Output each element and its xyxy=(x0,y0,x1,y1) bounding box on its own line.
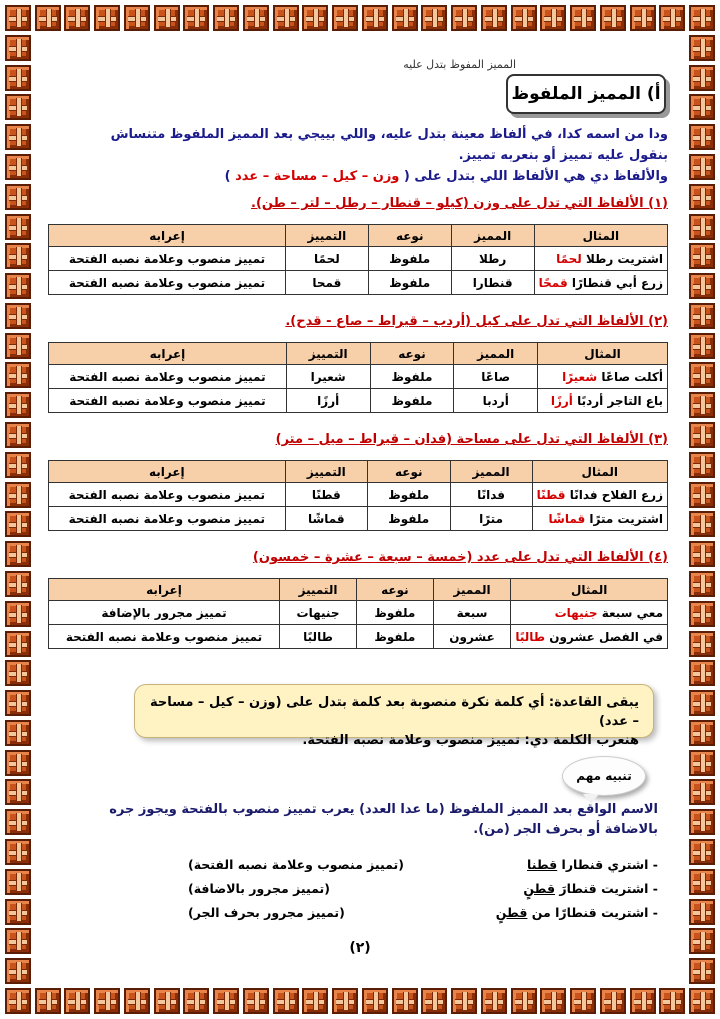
crate-icon xyxy=(124,5,150,31)
crate-icon xyxy=(5,94,31,120)
crate-icon xyxy=(5,660,31,686)
type-cell: ملفوظ xyxy=(357,625,434,649)
example-text: في الفصل عشرون xyxy=(545,629,663,644)
crate-icon xyxy=(689,720,715,746)
column-header: المثال xyxy=(538,343,668,365)
crate-icon xyxy=(689,839,715,865)
tamyeez-cell: شعيرا xyxy=(286,365,370,389)
section-table xyxy=(48,460,668,531)
column-header: التمييز xyxy=(286,225,369,247)
crate-icon xyxy=(689,601,715,627)
example-tamyeez-highlight: لحمًا xyxy=(556,251,582,266)
note-line-1: الاسم الواقع بعد المميز الملفوظ (ما عدا العدد) يعرب تمييز منصوب بالفتحة ويجوز جره xyxy=(109,802,658,817)
crate-icon xyxy=(481,988,507,1014)
crate-icon xyxy=(5,928,31,954)
type-cell: ملفوظ xyxy=(367,483,450,507)
crate-icon xyxy=(689,452,715,478)
type-cell: ملفوظ xyxy=(367,507,450,531)
example-sentence xyxy=(496,905,658,920)
column-header: نوعه xyxy=(368,225,451,247)
note-bubble: تنبيه مهم xyxy=(562,756,646,796)
intro-line-3 xyxy=(68,166,668,187)
example-text: اشتريت رطلا xyxy=(581,251,663,266)
crate-icon xyxy=(5,601,31,627)
type-cell: ملفوظ xyxy=(368,271,451,295)
crate-icon xyxy=(302,988,328,1014)
crate-icon xyxy=(689,214,715,240)
crate-icon xyxy=(5,750,31,776)
crate-icon xyxy=(689,243,715,269)
example-sentence xyxy=(527,857,658,872)
type-cell: ملفوظ xyxy=(370,365,454,389)
crate-icon xyxy=(511,988,537,1014)
intro-line-3-highlight: وزن – كيل – مساحة – عدد xyxy=(230,169,404,184)
rule-line-2: هنعرب الكلمة دي: تمييز منصوب وعلامة نصبه الفتحة. xyxy=(302,733,639,748)
crate-icon xyxy=(5,303,31,329)
crate-icon xyxy=(154,988,180,1014)
page-title: أ) المميز الملفوظ xyxy=(506,74,666,114)
crate-icon xyxy=(659,5,685,31)
tamyeez-cell: أرزًا xyxy=(286,389,370,413)
example-prefix: - اشتري قنطارا xyxy=(557,856,658,872)
example-cell xyxy=(538,365,668,389)
table-header-row xyxy=(49,343,668,365)
crate-icon xyxy=(600,988,626,1014)
column-header: المثال xyxy=(532,461,667,483)
example-cell xyxy=(532,507,667,531)
section-title: (٢) الألفاظ التي تدل على كيل (أردب – قيراط – صاع - قدح). xyxy=(285,314,668,329)
crate-icon xyxy=(689,809,715,835)
example-cell xyxy=(532,483,667,507)
section-table xyxy=(48,342,668,413)
tamyeez-cell: قمحا xyxy=(286,271,369,295)
crate-icon xyxy=(392,5,418,31)
table-row xyxy=(49,389,668,413)
column-header: المميز xyxy=(450,461,532,483)
crate-icon xyxy=(64,988,90,1014)
example-word: قطنٍ xyxy=(495,904,528,920)
column-header: إعرابه xyxy=(49,461,286,483)
crate-icon xyxy=(64,5,90,31)
table-row xyxy=(49,247,668,271)
crate-icon xyxy=(689,273,715,299)
irab-cell: تمييز منصوب وعلامة نصبه الفتحة xyxy=(49,625,280,649)
crate-icon xyxy=(689,154,715,180)
section-title: (١) الألفاظ التي تدل على وزن (كيلو – قنطار – رطل – لتر – طن). xyxy=(251,196,668,211)
column-header: المميز xyxy=(433,579,511,601)
column-header: التمييز xyxy=(286,343,370,365)
column-header: إعرابه xyxy=(49,225,286,247)
table-row xyxy=(49,271,668,295)
crate-icon xyxy=(5,452,31,478)
crate-icon xyxy=(421,988,447,1014)
crate-icon xyxy=(451,988,477,1014)
crate-icon xyxy=(5,899,31,925)
crate-icon xyxy=(689,5,715,31)
table-header-row xyxy=(49,225,668,247)
crate-icon xyxy=(689,422,715,448)
table-row xyxy=(49,507,668,531)
example-text: اشتريت مترًا xyxy=(585,511,663,526)
crate-icon xyxy=(213,5,239,31)
irab-cell: تمييز منصوب وعلامة نصبه الفتحة xyxy=(49,483,286,507)
column-header: نوعه xyxy=(370,343,454,365)
table-row xyxy=(49,483,668,507)
note-line-2: بالاضافة أو بحرف الجر (من). xyxy=(473,822,658,837)
crate-icon xyxy=(689,869,715,895)
example-row xyxy=(188,876,658,900)
example-text: أكلت صاعًا xyxy=(597,369,663,384)
example-prefix: - اشتريت قنطارَ xyxy=(555,880,658,896)
crate-icon xyxy=(5,124,31,150)
example-cell xyxy=(538,389,668,413)
example-tamyeez-highlight: شعيرًا xyxy=(562,369,598,384)
example-prefix: - اشتريت قنطارًا من xyxy=(527,904,658,920)
crate-icon xyxy=(5,541,31,567)
crate-icon xyxy=(689,541,715,567)
crate-icon xyxy=(5,333,31,359)
table-row xyxy=(49,365,668,389)
crate-icon xyxy=(689,631,715,657)
table-row xyxy=(49,601,668,625)
crate-icon xyxy=(540,5,566,31)
example-tamyeez-highlight: أرزًا xyxy=(550,393,573,408)
rule-line-1: يبقى القاعدة: أي كلمة نكرة منصوبة بعد كلمة بتدل على (وزن – كيل – مساحة – عدد) xyxy=(149,695,639,729)
mumayyaz-cell: فدانًا xyxy=(450,483,532,507)
mumayyaz-cell: رطلا xyxy=(451,247,534,271)
type-cell: ملفوظ xyxy=(357,601,434,625)
crate-icon xyxy=(183,988,209,1014)
rule-box xyxy=(134,684,654,748)
example-cell xyxy=(534,247,667,271)
example-row xyxy=(188,852,658,876)
example-cell xyxy=(511,625,668,649)
crate-icon xyxy=(243,988,269,1014)
example-description: (تمييز مجرور بحرف الجر) xyxy=(188,904,345,920)
crate-icon xyxy=(94,5,120,31)
tamyeez-cell: قطنًا xyxy=(285,483,367,507)
column-header: التمييز xyxy=(279,579,356,601)
intro-line-1: ودا من اسمه كدا، في ألفاظ معينة بتدل عليه، واللي بييجي بعد المميز الملفوظ متنساش xyxy=(110,127,668,142)
tamyeez-cell: قماشًا xyxy=(285,507,367,531)
crate-icon xyxy=(5,482,31,508)
crate-icon xyxy=(689,899,715,925)
page-number: (٢) xyxy=(349,940,371,956)
header-cut-text: المميز المفوظ بتدل عليه xyxy=(403,58,516,71)
crate-icon xyxy=(183,5,209,31)
page-content xyxy=(44,44,676,975)
crate-icon xyxy=(689,94,715,120)
column-header: إعرابه xyxy=(49,343,287,365)
section-table xyxy=(48,224,668,295)
example-word: قطنا xyxy=(527,856,558,872)
crate-icon xyxy=(689,65,715,91)
crate-icon xyxy=(332,5,358,31)
crate-icon xyxy=(689,750,715,776)
crate-icon xyxy=(630,988,656,1014)
irab-cell: تمييز منصوب وعلامة نصبه الفتحة xyxy=(49,365,287,389)
crate-icon xyxy=(5,273,31,299)
crate-icon xyxy=(5,571,31,597)
crate-icon xyxy=(689,779,715,805)
crate-icon xyxy=(5,154,31,180)
crate-icon xyxy=(451,5,477,31)
crate-icon xyxy=(362,988,388,1014)
crate-icon xyxy=(689,35,715,61)
section-table xyxy=(48,578,668,649)
intro-paragraph xyxy=(68,124,668,187)
irab-cell: تمييز منصوب وعلامة نصبه الفتحة xyxy=(49,247,286,271)
crate-icon xyxy=(5,869,31,895)
crate-icon xyxy=(689,660,715,686)
crate-icon xyxy=(5,690,31,716)
crate-icon xyxy=(421,5,447,31)
example-text: زرع الفلاح فدانًا xyxy=(565,487,663,502)
example-tamyeez-highlight: قمحًا xyxy=(538,275,568,290)
crate-icon xyxy=(689,333,715,359)
crate-icon xyxy=(570,5,596,31)
crate-icon xyxy=(332,988,358,1014)
section-title: (٤) الألفاظ التي تدل على عدد (خمسة – سبعة – عشرة – خمسون) xyxy=(252,550,668,565)
crate-icon xyxy=(689,511,715,537)
crate-icon xyxy=(5,65,31,91)
column-header: نوعه xyxy=(357,579,434,601)
example-text: زرع أبي قنطارًا xyxy=(567,275,663,290)
crate-icon xyxy=(689,482,715,508)
example-cell xyxy=(534,271,667,295)
crate-icon xyxy=(540,988,566,1014)
table-header-row xyxy=(49,579,668,601)
mumayyaz-cell: مترًا xyxy=(450,507,532,531)
column-header: نوعه xyxy=(367,461,450,483)
table-header-row xyxy=(49,461,668,483)
crate-icon xyxy=(5,35,31,61)
tamyeez-cell: طالبًا xyxy=(279,625,356,649)
crate-icon xyxy=(273,5,299,31)
irab-cell: تمييز مجرور بالإضافة xyxy=(49,601,280,625)
tamyeez-cell: لحمًا xyxy=(286,247,369,271)
crate-icon xyxy=(302,5,328,31)
irab-cell: تمييز منصوب وعلامة نصبه الفتحة xyxy=(49,389,287,413)
crate-icon xyxy=(600,5,626,31)
intro-line-2: بنقول عليه تمييز أو بنعربه تمييز. xyxy=(458,148,668,163)
crate-icon xyxy=(689,690,715,716)
crate-icon xyxy=(5,362,31,388)
crate-icon xyxy=(5,511,31,537)
examples-list xyxy=(188,852,658,924)
table-row xyxy=(49,625,668,649)
crate-icon xyxy=(689,958,715,984)
crate-icon xyxy=(243,5,269,31)
crate-icon xyxy=(5,5,31,31)
crate-icon xyxy=(689,392,715,418)
crate-icon xyxy=(689,988,715,1014)
type-cell: ملفوظ xyxy=(370,389,454,413)
example-description: (تمييز منصوب وعلامة نصبه الفتحة) xyxy=(188,856,404,872)
mumayyaz-cell: أردبا xyxy=(454,389,538,413)
column-header: المثال xyxy=(511,579,668,601)
crate-icon xyxy=(5,422,31,448)
crate-icon xyxy=(511,5,537,31)
crate-icon xyxy=(5,631,31,657)
column-header: التمييز xyxy=(285,461,367,483)
column-header: المميز xyxy=(454,343,538,365)
crate-icon xyxy=(362,5,388,31)
example-tamyeez-highlight: طالبًا xyxy=(515,629,546,644)
crate-icon xyxy=(35,988,61,1014)
crate-icon xyxy=(5,720,31,746)
crate-icon xyxy=(689,303,715,329)
crate-icon xyxy=(689,362,715,388)
crate-icon xyxy=(689,928,715,954)
crate-icon xyxy=(630,5,656,31)
crate-icon xyxy=(392,988,418,1014)
crate-icon xyxy=(94,988,120,1014)
section-title: (٣) الألفاظ التي تدل على مساحة (فدان – قيراط – ميل – متر) xyxy=(275,432,668,447)
irab-cell: تمييز منصوب وعلامة نصبه الفتحة xyxy=(49,271,286,295)
crate-icon xyxy=(273,988,299,1014)
note-paragraph xyxy=(68,800,658,840)
example-sentence xyxy=(523,881,658,896)
crate-icon xyxy=(659,988,685,1014)
crate-icon xyxy=(5,839,31,865)
crate-icon xyxy=(154,5,180,31)
mumayyaz-cell: صاعًا xyxy=(454,365,538,389)
intro-line-3-suffix: ) xyxy=(224,169,231,184)
crate-icon xyxy=(5,958,31,984)
crate-icon xyxy=(689,124,715,150)
intro-line-3-prefix: والألفاظ دي هي الألفاظ اللي بتدل على ( xyxy=(403,169,668,184)
crate-icon xyxy=(124,988,150,1014)
example-text: باع التاجر أردبًا xyxy=(572,393,663,408)
type-cell: ملفوظ xyxy=(368,247,451,271)
crate-icon xyxy=(5,214,31,240)
crate-icon xyxy=(5,809,31,835)
irab-cell: تمييز منصوب وعلامة نصبه الفتحة xyxy=(49,507,286,531)
example-tamyeez-highlight: قماشًا xyxy=(548,511,586,526)
example-row xyxy=(188,900,658,924)
crate-icon xyxy=(35,5,61,31)
crate-icon xyxy=(5,243,31,269)
example-description: (تمييز مجرور بالاضافة) xyxy=(188,880,330,896)
column-header: المميز xyxy=(451,225,534,247)
mumayyaz-cell: عشرون xyxy=(433,625,511,649)
example-tamyeez-highlight: جنيهات xyxy=(554,605,598,620)
mumayyaz-cell: سبعة xyxy=(433,601,511,625)
crate-icon xyxy=(213,988,239,1014)
crate-icon xyxy=(5,184,31,210)
tamyeez-cell: جنيهات xyxy=(279,601,356,625)
example-text: معي سبعة xyxy=(597,605,663,620)
crate-icon xyxy=(689,571,715,597)
column-header: إعرابه xyxy=(49,579,280,601)
crate-icon xyxy=(570,988,596,1014)
crate-icon xyxy=(5,988,31,1014)
crate-icon xyxy=(5,779,31,805)
crate-icon xyxy=(5,392,31,418)
crate-icon xyxy=(689,184,715,210)
column-header: المثال xyxy=(534,225,667,247)
example-tamyeez-highlight: قطنًا xyxy=(536,487,566,502)
example-word: قطنٍ xyxy=(523,880,556,896)
mumayyaz-cell: قنطارا xyxy=(451,271,534,295)
crate-icon xyxy=(481,5,507,31)
example-cell xyxy=(511,601,668,625)
